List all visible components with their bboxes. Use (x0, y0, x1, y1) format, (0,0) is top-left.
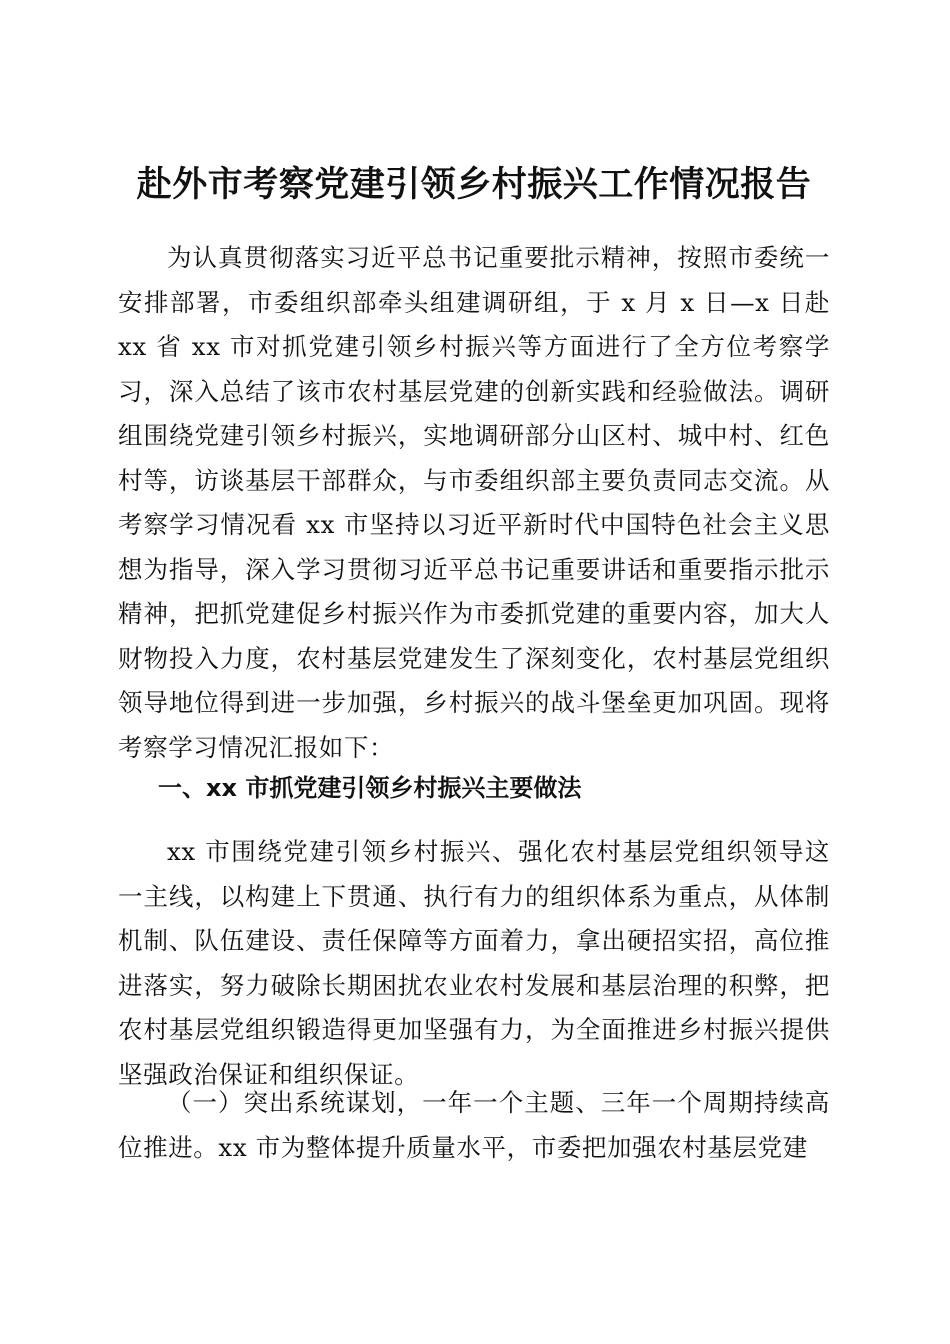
subsection-1-text: xx 市为整体提升质量水平，市委把加强农村基层党建 (218, 1132, 808, 1162)
section-1-paragraph: xx 市围绕党建引领乡村振兴、强化农村基层党组织领导这一主线，以构建上下贯通、执行有力的组织体系为重点，从体制机制、队伍建设、责任保障等方面着力，拿出硬招实招，高位推进落实，努力破除长期困扰农业农村发展和基层治理的积弊，把农村基层党组织锻造得更加坚强有力，为全面推进乡村振兴提供坚强政治保证和组织保证。 (118, 837, 830, 1089)
intro-paragraph: 为认真贯彻落实习近平总书记重要批示精神，按照市委统一安排部署，市委组织部牵头组建调研组，于 x 月 x 日—x 日赴 xx 省 xx 市对抓党建引领乡村振兴等方面进行了全方位考察学习，深入总结了该市农村基层党建的创新实践和经验做法。调研组围绕党建引领乡村振兴，实地调研部分山区村、城中村、红色村等，访谈基层干部群众，与市委组织部主要负责同志交流。从考察学习情况看 xx 市坚持以习近平新时代中国特色社会主义思想为指导，深入学习贯彻习近平总书记重要讲话和重要指示批示精神，把抓党建促乡村振兴作为市委抓党建的重要内容，加大人财物投入力度，农村基层党建发生了深刻变化，农村基层党组织领导地位得到进一步加强，乡村振兴的战斗堡垒更加巩固。现将考察学习情况汇报如下： (118, 243, 830, 762)
subsection-1-lead: （一）突出系统谋划，一年一个主题、三年一个周期持续高位推进。 (118, 1088, 830, 1162)
section-heading-1: 一、xx 市抓党建引领乡村振兴主要做法 (158, 774, 582, 802)
subsection-1-paragraph (118, 1081, 830, 1170)
document-title: 赴外市考察党建引领乡村振兴工作情况报告 (136, 165, 812, 206)
